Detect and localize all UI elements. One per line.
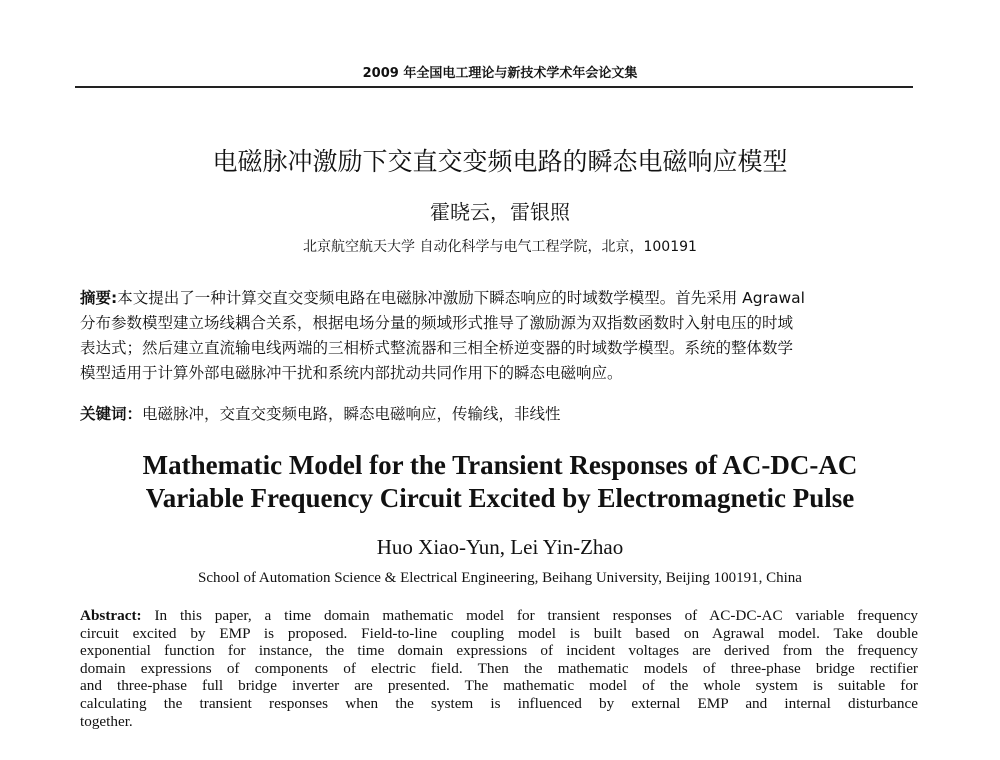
abstract-line (80, 286, 920, 311)
english-title (0, 449, 1000, 515)
abstract-line: 表达式；然后建立直流输电线两端的三相桥式整流器和三相全桥逆变器的时域数学模型。系统的整体数学 (80, 339, 794, 357)
keywords-label: 关键词： (80, 405, 143, 423)
title-line: Mathematic Model for the Transient Responses of AC-DC-AC (142, 450, 858, 480)
abstract-line: and three-phase full bridge inverter are presented. The mathematic model of the whole system is suitable for (80, 677, 918, 695)
abstract-line: exponential function for instance, the time domain expressions of incident voltages are derived from the frequency (80, 642, 918, 660)
chinese-affiliation: 北京航空航天大学 自动化科学与电气工程学院，北京，100191 (303, 239, 697, 255)
abstract-line: 模型适用于计算外部电磁脉冲干扰和系统内部扰动共同作用下的瞬态电磁响应。 (80, 364, 623, 382)
abstract-line: circuit excited by EMP is proposed. Field-to-line coupling model is built based on Agrawal model. Take double (80, 624, 918, 642)
abstract-line (80, 607, 918, 625)
chinese-abstract (80, 286, 920, 386)
abstract-line: domain expressions of components of electric field. Then the mathematic models of three-phase bridge rectifier (80, 659, 918, 677)
chinese-title: 电磁脉冲激励下交直交变频电路的瞬态电磁响应模型 (212, 147, 788, 176)
abstract-line: 分布参数模型建立场线耦合关系，根据电场分量的频域形式推导了激励源为双指数函数时入射电压的时域 (80, 314, 794, 332)
abstract-label: Abstract: (80, 607, 142, 624)
english-abstract (80, 607, 918, 730)
english-affiliation: School of Automation Science & Electrical Engineering, Beihang University, Beijing 100191, China (198, 570, 802, 586)
chinese-keywords (80, 402, 561, 424)
abstract-text: 本文提出了一种计算交直交变频电路在电磁脉冲激励下瞬态响应的时域数学模型。首先采用 Agrawal (117, 289, 805, 307)
abstract-line: calculating the transient responses when the system is influenced by external EMP and internal disturbance (80, 694, 918, 712)
chinese-authors: 霍晓云，雷银照 (430, 200, 570, 224)
abstract-text: In this paper, a time domain mathematic model for transient responses of AC-DC-AC variable frequency (141, 607, 918, 624)
english-authors: Huo Xiao-Yun, Lei Yin-Zhao (376, 535, 624, 559)
title-line: Variable Frequency Circuit Excited by Electromagnetic Pulse (145, 483, 855, 513)
header-rule (75, 86, 913, 88)
keywords-text: 电磁脉冲，交直交变频电路，瞬态电磁响应，传输线，非线性 (142, 405, 561, 423)
abstract-line: together. (80, 712, 133, 730)
running-header: 2009 年全国电工理论与新技术学术年会论文集 (362, 66, 638, 81)
abstract-label: 摘要: (80, 289, 118, 307)
